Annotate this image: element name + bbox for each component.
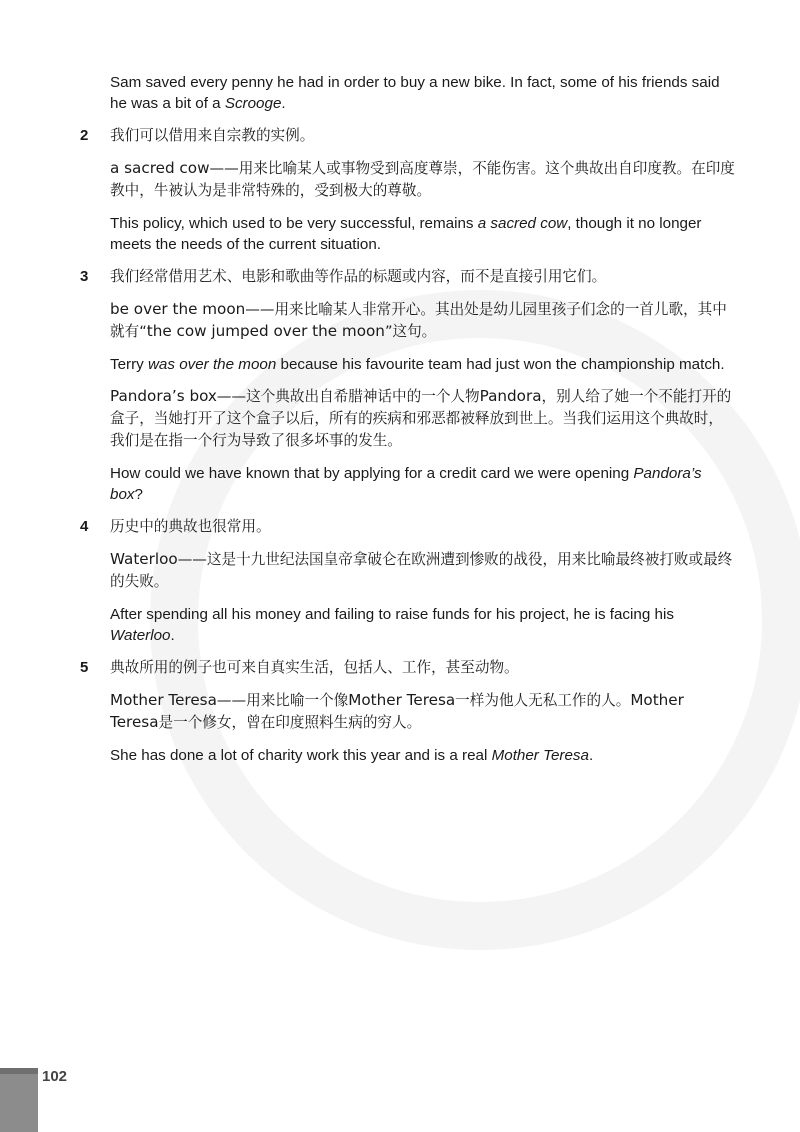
footer-bar: [0, 1068, 38, 1132]
section-number: 5: [80, 659, 89, 676]
page-number: 102: [42, 1068, 68, 1085]
footer-bar-cap: [0, 1068, 38, 1074]
section-heading: 历史中的典故也很常用。: [110, 518, 271, 535]
example-sentence: After spending all his money and failing to raise funds for his project, he is facing his Waterloo.: [110, 606, 674, 644]
section-heading: 我们经常借用艺术、电影和歌曲等作品的标题或内容，而不是直接引用它们。: [110, 268, 607, 285]
section-heading: 我们可以借用来自宗教的实例。: [110, 127, 315, 144]
term: Pandora’s box: [110, 387, 217, 405]
term-definition: Mother Teresa——用来比喻一个像Mother Teresa一样为他人无私工作的人。Mother Teresa是一个修女，曾在印度照料生病的穷人。: [110, 691, 684, 731]
section-number: 3: [80, 268, 89, 285]
section-5: [80, 657, 736, 766]
example-sentence: She has done a lot of charity work this year and is a real Mother Teresa.: [110, 747, 594, 764]
intro-example: Sam saved every penny he had in order to buy a new bike. In fact, some of his friends said he was a bit of a Scrooge.: [110, 74, 720, 112]
section-3: [80, 266, 736, 505]
example-sentence: This policy, which used to be very successful, remains a sacred cow, though it no longer meets the needs of the current situation.: [110, 215, 702, 253]
term: Waterloo: [110, 550, 178, 568]
term: a sacred cow: [110, 159, 210, 177]
section-number: 4: [80, 518, 89, 535]
example-sentence: How could we have known that by applying for a credit card we were opening Pandora’s box?: [110, 465, 702, 503]
term-definition: be over the moon——用来比喻某人非常开心。其出处是幼儿园里孩子们念的一首儿歌，其中就有“the cow jumped over the moon”这句。: [110, 300, 727, 340]
document-body: [80, 72, 736, 777]
example-sentence: Terry was over the moon because his favourite team had just won the championship match.: [110, 356, 725, 373]
term-definition: a sacred cow——用来比喻某人或事物受到高度尊崇，不能伤害。这个典故出自印度教。在印度教中，牛被认为是非常特殊的，受到极大的尊敬。: [110, 159, 735, 199]
term-definition: Waterloo——这是十九世纪法国皇帝拿破仑在欧洲遭到惨败的战役，用来比喻最终被打败或最终的失败。: [110, 550, 733, 590]
section-heading: 典故所用的例子也可来自真实生活，包括人、工作，甚至动物。: [110, 659, 519, 676]
term: Mother Teresa: [110, 691, 217, 709]
section-4: [80, 516, 736, 646]
section-2: [80, 125, 736, 255]
section-number: 2: [80, 127, 89, 144]
term-definition: Pandora’s box——这个典故出自希腊神话中的一个人物Pandora，别人给了她一个不能打开的盒子，当她打开了这个盒子以后，所有的疾病和邪恶都被释放到世上。当我们运用这个典故时，我们是在指一个行为导致了很多坏事的发生。: [110, 387, 732, 449]
term: be over the moon: [110, 300, 246, 318]
